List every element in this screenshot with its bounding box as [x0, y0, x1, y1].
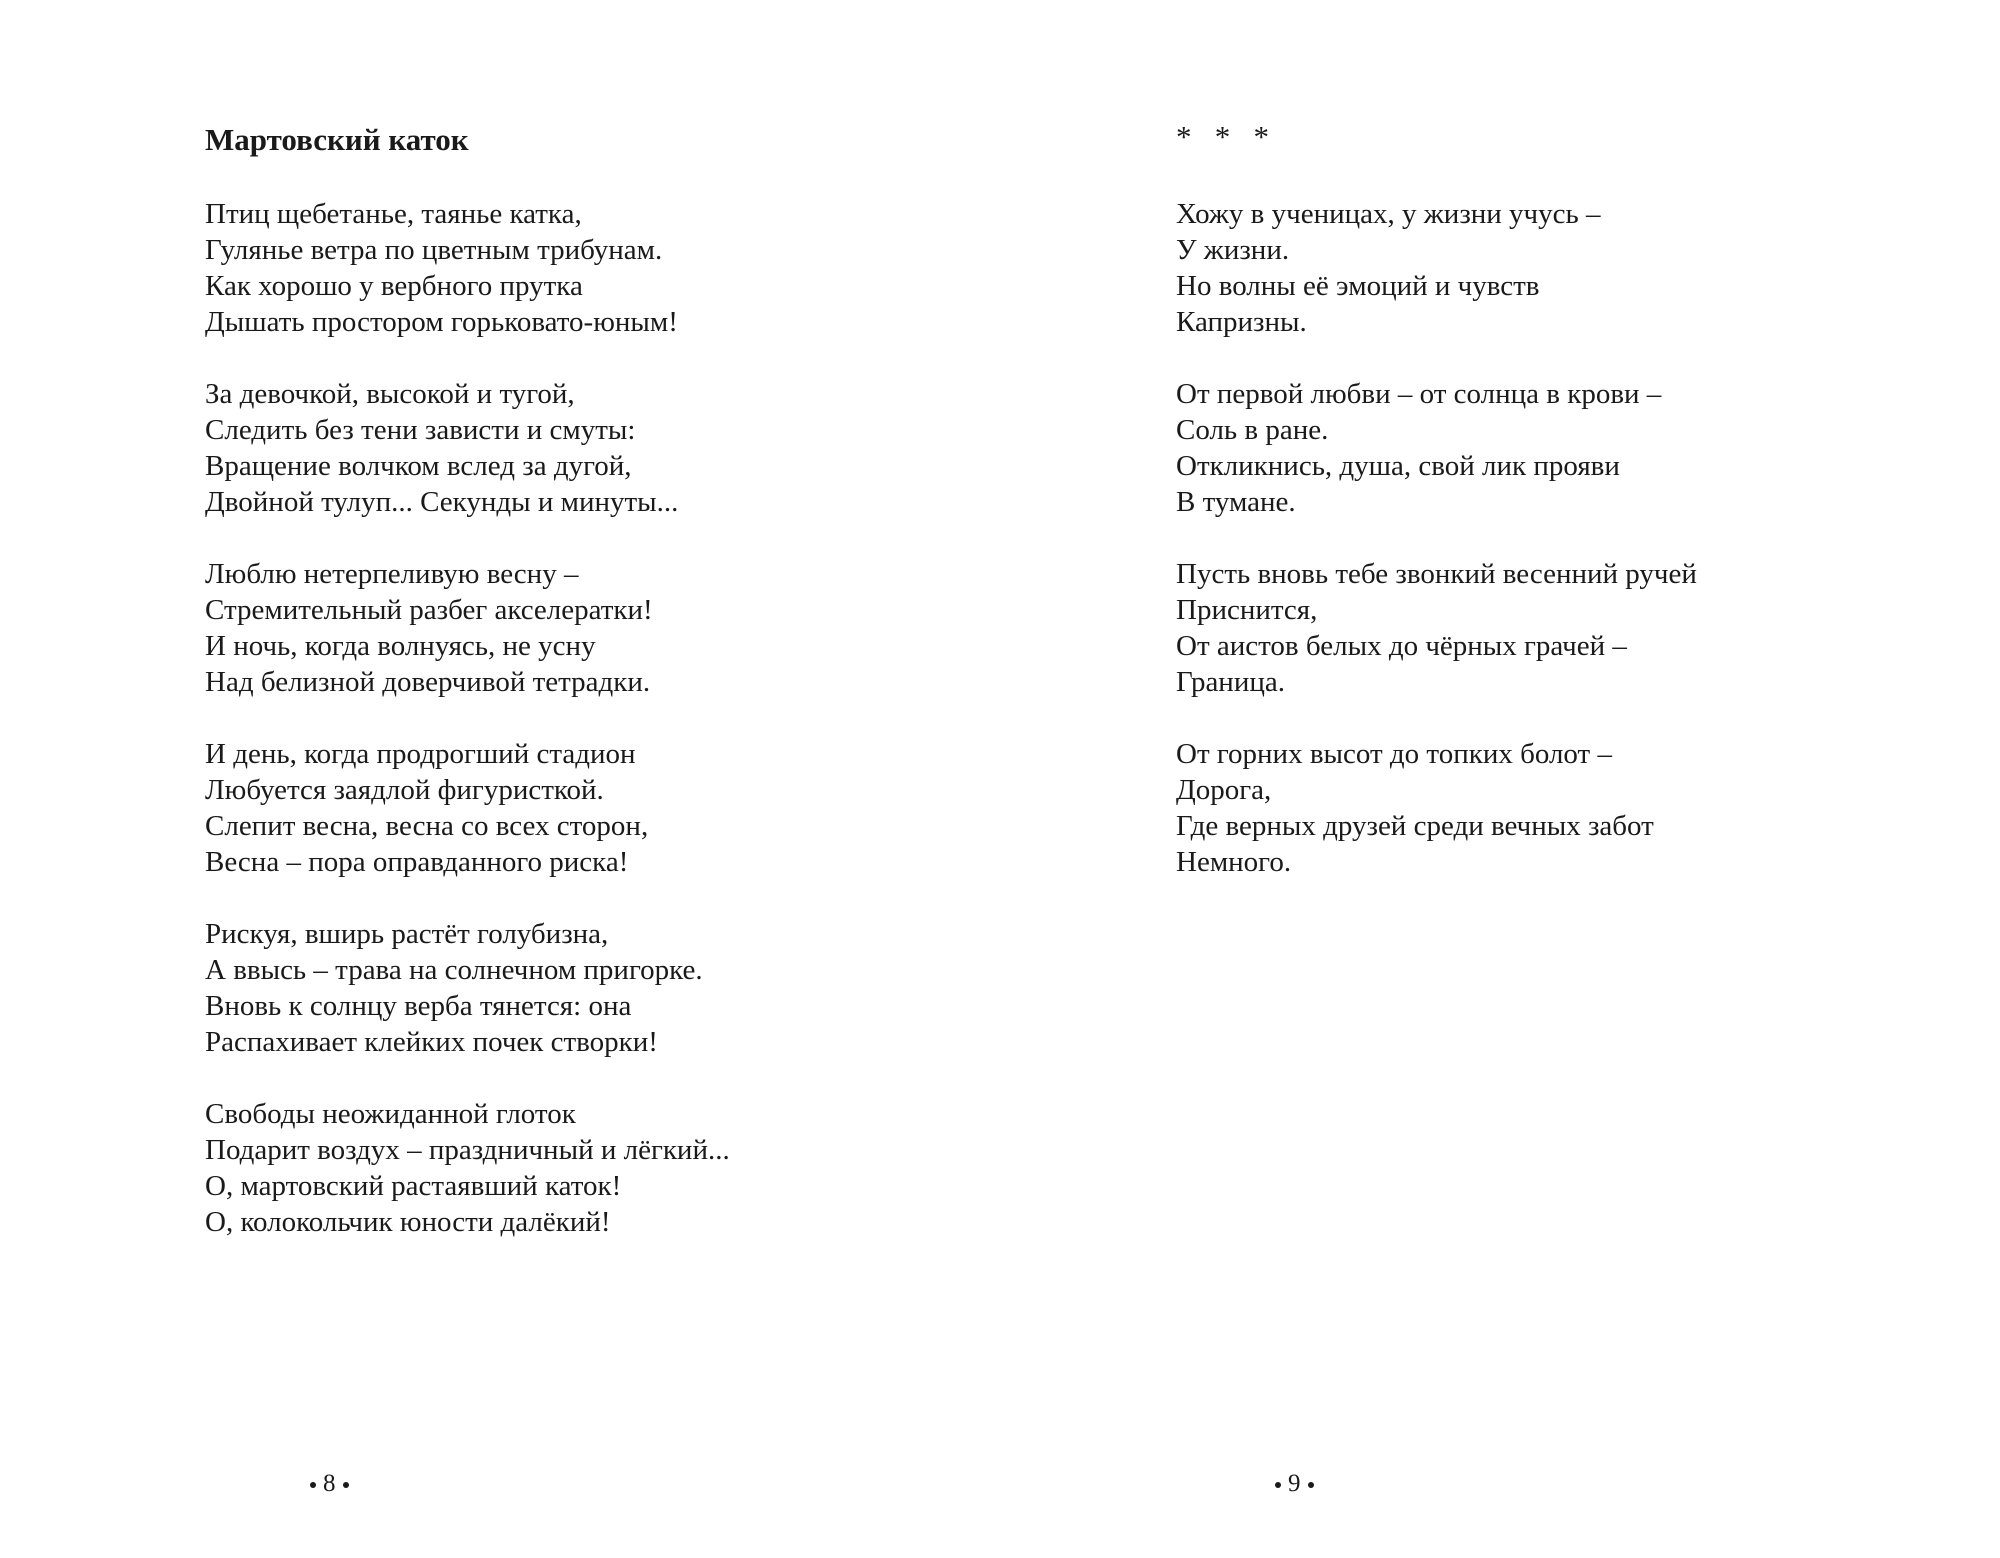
page-number — [1268, 1466, 1321, 1502]
page-number-text: 9 — [1288, 1470, 1301, 1497]
poem-line: Вращение волчком вслед за дугой, — [205, 450, 632, 482]
poem-line: Откликнись, душа, свой лик прояви — [1176, 450, 1620, 482]
poem-line: Пусть вновь тебе звонкий весенний ручей — [1176, 558, 1697, 590]
poem-line: Свободы неожиданной глоток — [205, 1098, 576, 1130]
poem-line: О, мартовский растаявший каток! — [205, 1170, 622, 1202]
poem-line: Немного. — [1176, 846, 1292, 878]
poem-line: Но волны её эмоций и чувств — [1176, 270, 1540, 302]
poem-line: Капризны. — [1176, 306, 1307, 338]
poem-line: Над белизной доверчивой тетрадки. — [205, 666, 651, 698]
bullet-dot — [310, 1482, 316, 1488]
poem-line: От аистов белых до чёрных грачей – — [1176, 630, 1627, 662]
poem-line: Люблю нетерпеливую весну – — [205, 558, 579, 590]
stanza — [1176, 736, 1697, 880]
stanza — [1176, 196, 1697, 340]
poem-line: А ввысь – трава на солнечном пригорке. — [205, 954, 703, 986]
poem-line: Любуется заядлой фигуристкой. — [205, 774, 604, 806]
stanza — [205, 196, 730, 340]
poem-line: Стремительный разбег акселератки! — [205, 594, 653, 626]
poem-line: Рискуя, вширь растёт голубизна, — [205, 918, 609, 950]
stanza — [205, 916, 730, 1060]
poem-line: В тумане. — [1176, 486, 1296, 518]
poem-line: Как хорошо у вербного прутка — [205, 270, 583, 302]
poem-line: Граница. — [1176, 666, 1285, 698]
poem-title: Мартовский каток — [205, 122, 469, 157]
page-number — [303, 1466, 356, 1502]
poem-body — [1176, 196, 1697, 916]
poem-line: Двойной тулуп... Секунды и минуты... — [205, 486, 679, 518]
bullet-dot — [1308, 1482, 1314, 1488]
poem-line: Следить без тени зависти и смуты: — [205, 414, 636, 446]
poem-line: И ночь, когда волнуясь, не усну — [205, 630, 596, 662]
right-page — [1000, 0, 2000, 1558]
bullet-dot — [343, 1482, 349, 1488]
stanza — [1176, 376, 1697, 520]
poem-line: Подарит воздух – праздничный и лёгкий... — [205, 1134, 730, 1166]
stanza — [205, 376, 730, 520]
stanza — [205, 556, 730, 700]
stanza — [1176, 556, 1697, 700]
poem-line: Дышать простором горьковато-юным! — [205, 306, 678, 338]
page-number-text: 8 — [323, 1470, 336, 1497]
bullet-dot — [1275, 1482, 1281, 1488]
poem-line: От горних высот до топких болот – — [1176, 738, 1612, 770]
poem-line: Вновь к солнцу верба тянется: она — [205, 990, 632, 1022]
poem-line: Весна – пора оправданного риска! — [205, 846, 629, 878]
poem-line: Распахивает клейких почек створки! — [205, 1026, 658, 1058]
poem-line: Хожу в ученицах, у жизни учусь – — [1176, 198, 1601, 230]
poem-line: За девочкой, высокой и тугой, — [205, 378, 575, 410]
poem-line: Где верных друзей среди вечных забот — [1176, 810, 1654, 842]
poem-body — [205, 196, 730, 1276]
poem-line: Дорога, — [1176, 774, 1272, 806]
poem-title-asterisks: * * * — [1176, 119, 1269, 154]
poem-line: Гулянье ветра по цветным трибунам. — [205, 234, 663, 266]
poem-line: Приснится, — [1176, 594, 1318, 626]
stanza — [205, 736, 730, 880]
poem-line: Птиц щебетанье, таянье катка, — [205, 198, 582, 230]
poem-line: У жизни. — [1176, 234, 1290, 266]
poem-line: И день, когда продрогший стадион — [205, 738, 636, 770]
poem-line: Слепит весна, весна со всех сторон, — [205, 810, 649, 842]
poem-line: О, колокольчик юности далёкий! — [205, 1206, 611, 1238]
poem-line: Соль в ране. — [1176, 414, 1329, 446]
poem-line: От первой любви – от солнца в крови – — [1176, 378, 1662, 410]
stanza — [205, 1096, 730, 1240]
